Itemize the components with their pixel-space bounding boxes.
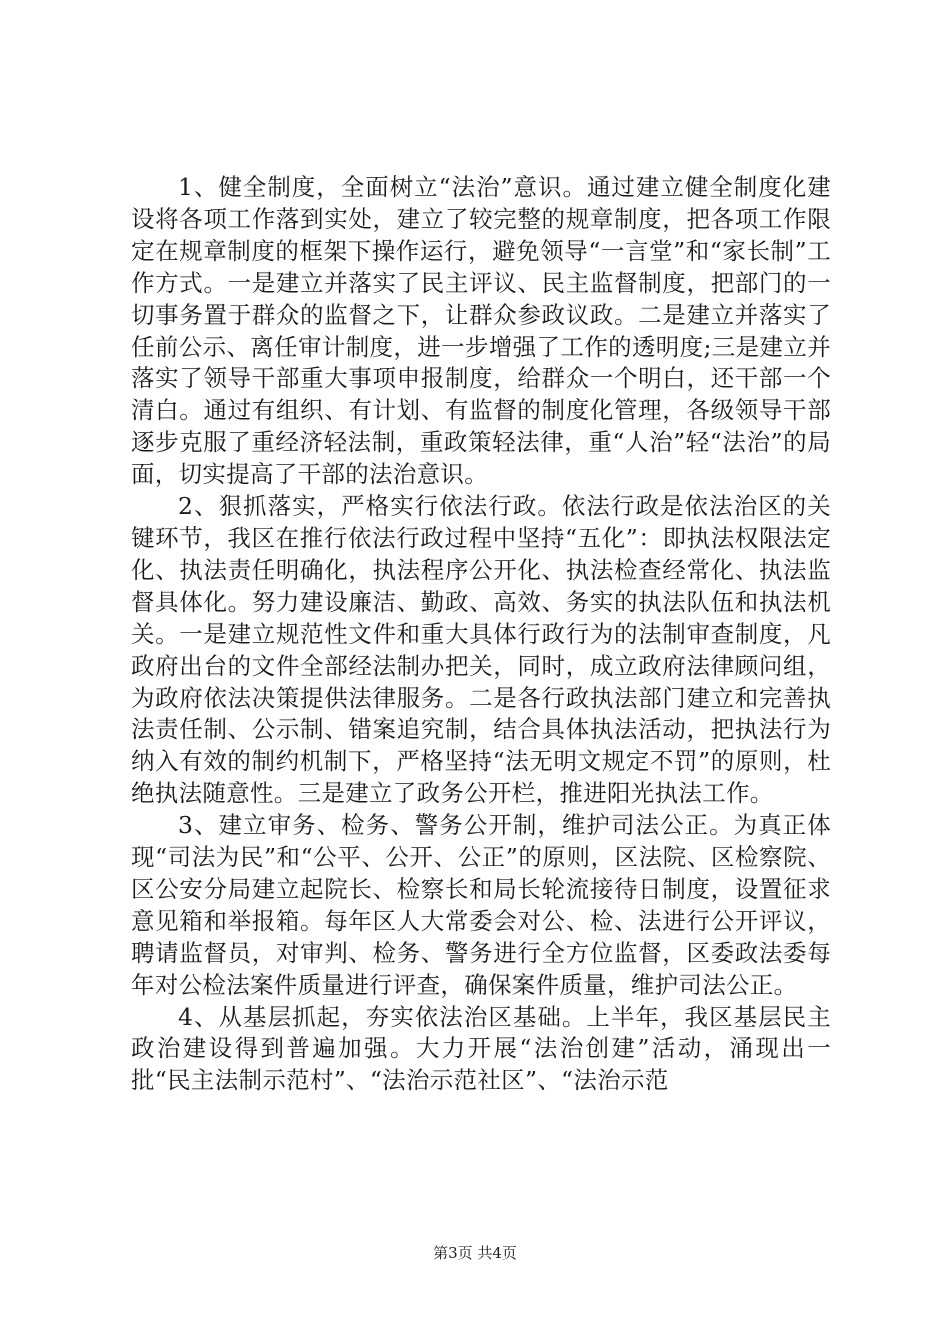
paragraph-2: 2、狠抓落实，严格实行依法行政。依法行政是依法治区的关键环节，我区在推行依法行政过程中坚持“五化”：即执法权限法定化、执法责任明确化，执法程序公开化、执法检查经常化、执法监督具体化。努力建设廉洁、勤政、高效、务实的执法队伍和执法机关。一是建立规范性文件和重大具体行政行为的法制审查制度，凡政府出台的文件全部经法制办把关，同时，成立政府法律顾问组，为政府依法决策提供法律服务。二是各行政执法部门建立和完善执法责任制、公示制、错案追究制，结合具体执法活动，把执法行为纳入有效的制约机制下，严格坚持“法无明文规定不罚”的原则，杜绝执法随意性。三是建立了政务公开栏，推进阳光执法工作。 [131,492,831,808]
paragraph-1: 1、健全制度，全面树立“法治”意识。通过建立健全制度化建设将各项工作落到实处，建立了较完整的规章制度，把各项工作限定在规章制度的框架下操作运行，避免领导“一言堂”和“家长制”工作方式。一是建立并落实了民主评议、民主监督制度，把部门的一切事务置于群众的监督之下，让群众参政议政。二是建立并落实了任前公示、离任审计制度，进一步增强了工作的透明度;三是建立并落实了领导干部重大事项申报制度，给群众一个明白，还干部一个清白。通过有组织、有计划、有监督的制度化管理，各级领导干部逐步克服了重经济轻法制，重政策轻法律，重“人治”轻“法治”的局面，切实提高了干部的法治意识。 [131,173,831,489]
paragraph-3: 3、建立审务、检务、警务公开制，维护司法公正。为真正体现“司法为民”和“公平、公开、公正”的原则，区法院、区检察院、区公安分局建立起院长、检察长和局长轮流接待日制度，设置征求意见箱和举报箱。每年区人大常委会对公、检、法进行公开评议，聘请监督员，对审判、检务、警务进行全方位监督，区委政法委每年对公检法案件质量进行评查，确保案件质量，维护司法公正。 [131,811,831,999]
page-number-footer: 第3页 共4页 [433,1244,517,1262]
paragraph-4: 4、从基层抓起，夯实依法治区基础。上半年，我区基层民主政治建设得到普遍加强。大力开展“法治创建”活动，涌现出一批“民主法制示范村”、“法治示范社区”、“法治示范 [131,1002,831,1095]
document-body [131,172,831,1097]
